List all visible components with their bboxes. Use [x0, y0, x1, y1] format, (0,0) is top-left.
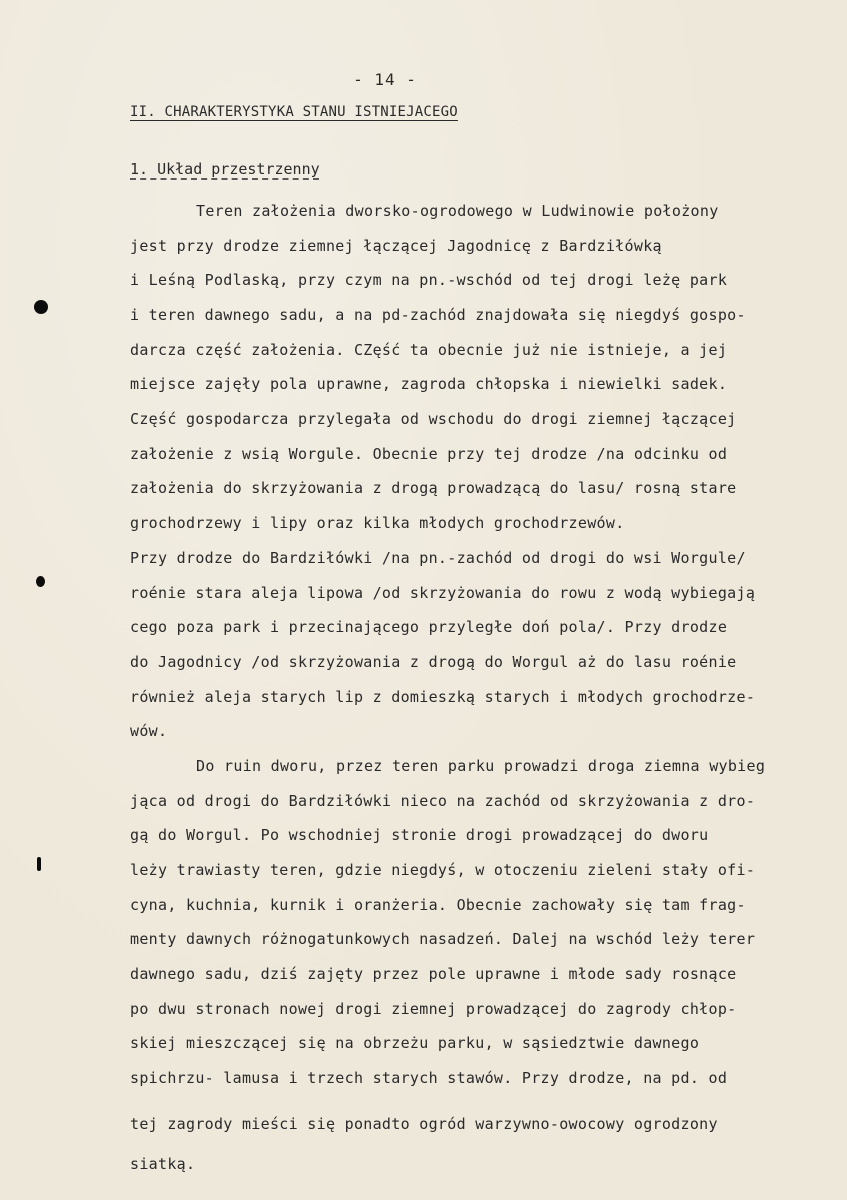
- text-line: cyna, kuchnia, kurnik i oranżeria. Obecnie zachowały się tam frag-: [130, 896, 746, 914]
- text-line: założenia do skrzyżowania z drogą prowadzącą do lasu/ rosną stare: [130, 479, 737, 497]
- text-line: do Jagodnicy /od skrzyżowania z drogą do Worgul aż do lasu roénie: [130, 653, 737, 671]
- text-line: spichrzu- lamusa i trzech starych stawów. Przy drodze, na pd. od: [130, 1069, 728, 1087]
- punch-hole-middle: [36, 576, 45, 587]
- text-line: miejsce zajęły pola uprawne, zagroda chłopska i niewielki sadek.: [130, 375, 728, 393]
- text-line: po dwu stronach nowej drogi ziemnej prowadzącej do zagrody chłop-: [130, 1000, 737, 1018]
- text-line: Część gospodarcza przylegała od wschodu do drogi ziemnej łączącej: [130, 410, 737, 428]
- text-line: darcza część założenia. CZęść ta obecnie już nie istnieje, a jej: [130, 341, 728, 359]
- text-line: leży trawiasty teren, gdzie niegdyś, w otoczeniu zieleni stały ofi-: [130, 861, 756, 879]
- text-line: jąca od drogi do Bardziłówki nieco na zachód od skrzyżowania z dro-: [130, 792, 756, 810]
- text-line: Teren założenia dworsko-ogrodowego w Ludwinowie położony: [196, 202, 719, 220]
- text-line: siatką.: [130, 1155, 196, 1173]
- text-line: tej zagrody mieści się ponadto ogród warzywno-owocowy ogrodzony: [130, 1115, 718, 1133]
- punch-hole-top: [34, 300, 48, 314]
- text-line: cego poza park i przecinającego przyległe doń pola/. Przy drodze: [130, 618, 728, 636]
- text-line: Przy drodze do Bardziłówki /na pn.-zachód od drogi do wsi Worgule/: [130, 549, 746, 567]
- text-line: gą do Worgul. Po wschodniej stronie drogi prowadzącej do dworu: [130, 826, 709, 844]
- text-line: dawnego sadu, dziś zajęty przez pole uprawne i młode sady rosnące: [130, 965, 737, 983]
- section-heading: II. CHARAKTERYSTYKA STANU ISTNIEJACEGO: [130, 104, 458, 120]
- text-line: Do ruin dworu, przez teren parku prowadzi droga ziemna wybieg: [196, 757, 766, 775]
- text-line: menty dawnych różnogatunkowych nasadzeń. Dalej na wschód leży terer: [130, 930, 756, 948]
- text-line: założenie z wsią Worgule. Obecnie przy tej drodze /na odcinku od: [130, 445, 728, 463]
- text-line: skiej mieszczącej się na obrzeżu parku, w sąsiedztwie dawnego: [130, 1034, 700, 1052]
- text-line: wów.: [130, 722, 168, 740]
- page-number: - 14 -: [353, 70, 417, 89]
- text-line: również aleja starych lip z domieszką starych i młodych grochodrze-: [130, 688, 756, 706]
- text-line: i teren dawnego sadu, a na pd-zachód znajdowała się niegdyś gospo-: [130, 306, 746, 324]
- text-line: roénie stara aleja lipowa /od skrzyżowania do rowu z wodą wybiegają: [130, 584, 756, 602]
- text-line: grochodrzewy i lipy oraz kilka młodych grochodrzewów.: [130, 514, 625, 532]
- text-line: i Leśną Podlaską, przy czym na pn.-wschód od tej drogi leżę park: [130, 271, 728, 289]
- text-line: jest przy drodze ziemnej łączącej Jagodnicę z Bardziłówką: [130, 237, 662, 255]
- punch-hole-bottom: [37, 857, 41, 871]
- subsection-heading: 1. Układ przestrzenny: [130, 160, 320, 178]
